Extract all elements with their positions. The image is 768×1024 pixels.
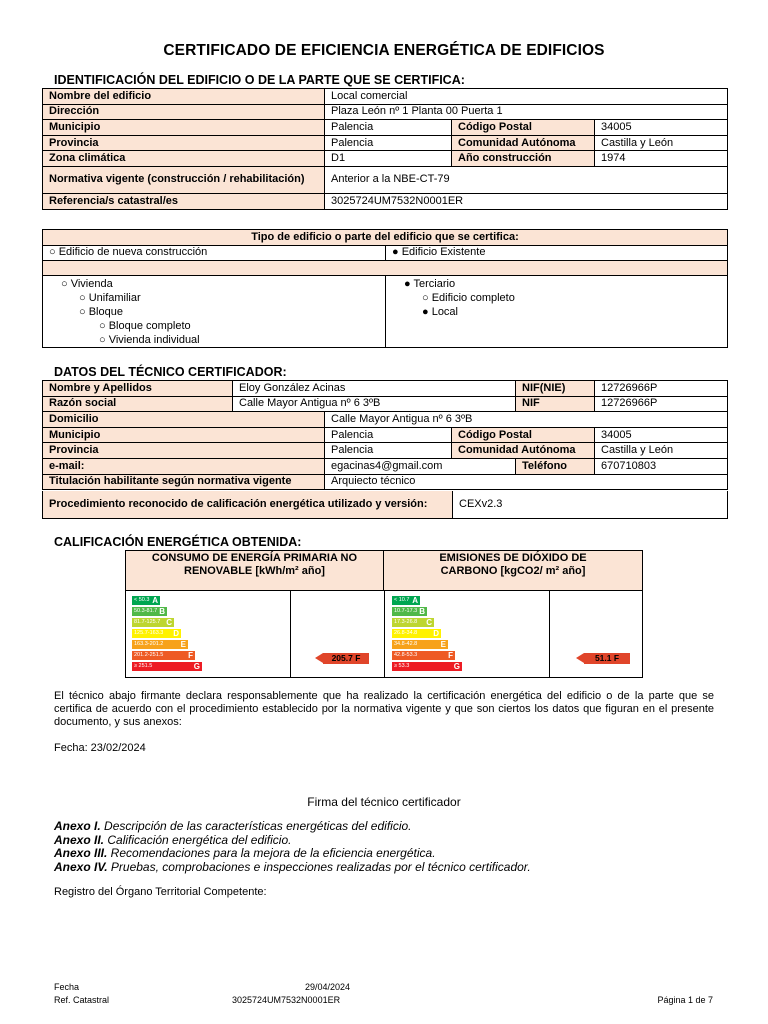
label-normativa: Normativa vigente (construcción / rehabilitación): [43, 166, 325, 193]
calificacion-heading: CALIFICACIÓN ENERGÉTICA OBTENIDA:: [54, 535, 302, 549]
label-nombre-edificio: Nombre del edificio: [43, 89, 325, 105]
label-provincia: Provincia: [43, 135, 325, 151]
emisiones-rating-bar: [392, 618, 434, 627]
terciario-options: [386, 276, 728, 348]
anexo-label: Anexo IV.: [54, 859, 108, 874]
vivienda-options: [43, 276, 386, 348]
consumo-rating-letter: E: [180, 640, 186, 649]
option-terciario: ● Terciario: [404, 278, 456, 291]
emisiones-rating-range: 42.8-53.3: [394, 652, 418, 658]
emisiones-rating-b: [392, 607, 427, 616]
value-provincia: Palencia: [325, 135, 452, 151]
emisiones-header: EMISIONES DE DIÓXIDO DE CARBONO [kgCO2/ m² año]: [384, 551, 642, 591]
anexo-label: Anexo I.: [54, 819, 101, 833]
emisiones-rating-range: ≥ 53.3: [394, 663, 410, 669]
value-municipio-tecnico: Palencia: [325, 427, 452, 443]
emisiones-rating-indicator: 51.1 F: [584, 653, 630, 664]
consumo-rating-letter: D: [173, 629, 179, 638]
label-razon-social: Razón social: [43, 396, 233, 412]
option-local: ● Local: [422, 306, 458, 319]
emisiones-rating-range: 17.3-26.8: [394, 619, 418, 625]
label-nifnie: NIF(NIE): [516, 381, 595, 397]
label-municipio: Municipio: [43, 120, 325, 136]
footer-fecha: 29/04/2024: [305, 982, 351, 992]
emisiones-rating-range: 34.8-42.8: [394, 641, 418, 647]
option-unifamiliar: ○ Unifamiliar: [79, 292, 141, 305]
value-ccaa-tecnico: Castilla y León: [595, 443, 728, 459]
label-email: e-mail:: [43, 458, 325, 474]
tecnico-heading: DATOS DEL TÉCNICO CERTIFICADOR:: [54, 365, 287, 379]
label-comunidad: Comunidad Autónoma: [452, 135, 595, 151]
value-email: egacinas4@gmail.com: [325, 458, 516, 474]
consumo-rating-range: 201.2-251.5: [134, 652, 164, 658]
footer-ref-label: Ref. Catastral: [54, 995, 110, 1005]
label-titulacion: Titulación habilitante según normativa vigente: [43, 474, 325, 490]
option-vivienda: ○ Vivienda: [61, 278, 113, 291]
consumo-header: CONSUMO DE ENERGÍA PRIMARIA NO RENOVABLE [kWh/m² año]: [126, 551, 384, 591]
emisiones-rating-e: [392, 640, 448, 649]
emisiones-rating-letter: G: [453, 662, 460, 671]
value-provincia-tecnico: Palencia: [325, 443, 452, 459]
emisiones-rating-range: 10.7-17.3: [394, 608, 418, 614]
ident-heading: IDENTIFICACIÓN DEL EDIFICIO O DE LA PARTE QUE SE CERTIFICA:: [54, 73, 465, 87]
emisiones-rating-bar: [392, 629, 441, 638]
value-procedimiento: CEXv2.3: [453, 491, 728, 519]
emisiones-rating-letter: A: [412, 596, 418, 605]
emisiones-divider: [549, 591, 550, 677]
emisiones-rating-bar: [392, 662, 462, 671]
consumo-rating-bar: [132, 629, 181, 638]
declaracion-text: El técnico abajo firmante declara responsablemente que ha realizado la certificación energética del edificio o de la parte que se certifica de acuerdo con el procedimiento establecido por la normativa vigente y que son ciertos los datos que figuran en el presente documento, y sus anexos:: [54, 690, 714, 729]
consumo-rating-bar: [132, 640, 188, 649]
option-bloque: ○ Bloque: [79, 306, 123, 319]
value-razon-social: Calle Mayor Antigua nº 6 3ºB: [233, 396, 516, 412]
emisiones-rating-letter: C: [426, 618, 432, 627]
value-anio: 1974: [595, 151, 728, 167]
consumo-rating-range: 81.7-125.7: [134, 619, 161, 625]
consumo-rating-d: [132, 629, 181, 638]
anexo-item: [54, 847, 436, 861]
tipo-heading: Tipo de edificio o parte del edificio que se certifica:: [43, 230, 728, 246]
emisiones-rating-letter: F: [448, 651, 453, 660]
tipo-separator: [43, 261, 728, 276]
consumo-rating-bar: [132, 618, 174, 627]
consumo-rating-indicator: 205.7 F: [323, 653, 369, 664]
option-edificio-existente: ● Edificio Existente: [386, 245, 728, 261]
anexo-item: [54, 861, 531, 875]
option-nueva-construccion: ○ Edificio de nueva construcción: [43, 245, 386, 261]
label-anio: Año construcción: [452, 151, 595, 167]
label-nombre-tecnico: Nombre y Apellidos: [43, 381, 233, 397]
label-ref-catastral: Referencia/s catastral/es: [43, 193, 325, 209]
emisiones-rating-letter: D: [433, 629, 439, 638]
option-edificio-completo: ○ Edificio completo: [422, 292, 515, 305]
label-nif: NIF: [516, 396, 595, 412]
consumo-rating-bar: [132, 662, 202, 671]
consumo-divider: [290, 591, 291, 677]
footer-fecha-label: Fecha: [54, 982, 80, 992]
footer-ref: 3025724UM7532N0001ER: [232, 995, 341, 1005]
value-cp-tecnico: 34005: [595, 427, 728, 443]
consumo-rating-letter: G: [193, 662, 200, 671]
emisiones-rating-letter: E: [440, 640, 446, 649]
consumo-rating-range: 125.7-163.3: [134, 630, 164, 636]
tecnico-table: [42, 380, 728, 490]
procedimiento-table: [42, 491, 728, 519]
value-nifnie: 12726966P: [595, 381, 728, 397]
consumo-rating-letter: C: [166, 618, 172, 627]
label-direccion: Dirección: [43, 104, 325, 120]
firma-label: Firma del técnico certificador: [307, 795, 461, 809]
calificacion-panel: [125, 550, 643, 678]
anexo-item: [54, 820, 412, 834]
value-telefono: 670710803: [595, 458, 728, 474]
emisiones-rating-letter: B: [419, 607, 425, 616]
label-codigo-postal: Código Postal: [452, 120, 595, 136]
option-vivienda-individual: ○ Vivienda individual: [99, 334, 200, 347]
consumo-rating-g: [132, 662, 202, 671]
consumo-rating-e: [132, 640, 188, 649]
consumo-rating-range: ≥ 251.5: [134, 663, 153, 669]
value-domicilio: Calle Mayor Antigua nº 6 3ºB: [325, 412, 728, 428]
tipo-table: [42, 229, 728, 348]
value-normativa: Anterior a la NBE-CT-79: [325, 166, 728, 193]
emisiones-rating-f: [392, 651, 455, 660]
value-comunidad: Castilla y León: [595, 135, 728, 151]
consumo-rating-range: 50.3-81.7: [134, 608, 158, 614]
anexo-label: Anexo II.: [54, 832, 105, 847]
value-nif: 12726966P: [595, 396, 728, 412]
ident-table: [42, 88, 728, 210]
consumo-rating-bar: [132, 607, 167, 616]
label-provincia-tecnico: Provincia: [43, 443, 325, 459]
label-procedimiento: Procedimiento reconocido de calificación energética utilizado y versión:: [43, 491, 453, 519]
value-municipio: Palencia: [325, 120, 452, 136]
fecha-firma: Fecha: 23/02/2024: [54, 742, 146, 754]
label-domicilio: Domicilio: [43, 412, 325, 428]
registro-label: Registro del Órgano Territorial Competente:: [54, 886, 267, 898]
emisiones-rating-c: [392, 618, 434, 627]
consumo-rating-range: < 50.3: [134, 597, 150, 603]
anexo-text: Recomendaciones para la mejora de la eficiencia energética.: [107, 846, 436, 860]
label-ccaa-tecnico: Comunidad Autónoma: [452, 443, 595, 459]
anexo-item: [54, 834, 291, 848]
emisiones-rating-g: [392, 662, 462, 671]
value-ref-catastral: 3025724UM7532N0001ER: [325, 193, 728, 209]
value-direccion: Plaza León nº 1 Planta 00 Puerta 1: [325, 104, 728, 120]
emisiones-rating-d: [392, 629, 441, 638]
emisiones-rating-a: [392, 596, 420, 605]
consumo-rating-letter: F: [188, 651, 193, 660]
label-municipio-tecnico: Municipio: [43, 427, 325, 443]
anexo-text: Pruebas, comprobaciones e inspecciones realizadas por el técnico certificador.: [107, 859, 531, 874]
consumo-rating-f: [132, 651, 195, 660]
consumo-rating-range: 163.3-201.2: [134, 641, 164, 647]
footer-pagina: Página 1 de 7: [657, 995, 713, 1005]
emisiones-rating-bar: [392, 640, 448, 649]
value-nombre-edificio: Local comercial: [325, 89, 728, 105]
value-zona-climatica: D1: [325, 151, 452, 167]
label-telefono: Teléfono: [516, 458, 595, 474]
anexo-text: Descripción de las características energéticas del edificio.: [100, 819, 412, 833]
value-nombre-tecnico: Eloy González Acinas: [233, 381, 516, 397]
emisiones-rating-range: < 10.7: [394, 597, 410, 603]
consumo-rating-b: [132, 607, 167, 616]
option-bloque-completo: ○ Bloque completo: [99, 320, 191, 333]
consumo-rating-a: [132, 596, 160, 605]
consumo-rating-letter: B: [159, 607, 165, 616]
value-titulacion: Arquiecto técnico: [325, 474, 728, 490]
label-zona-climatica: Zona climática: [43, 151, 325, 167]
emisiones-rating-range: 26.8-34.8: [394, 630, 418, 636]
consumo-rating-letter: A: [152, 596, 158, 605]
anexo-text: Calificación energética del edificio.: [104, 832, 292, 847]
emisiones-rating-bar: [392, 596, 420, 605]
consumo-rating-bar: [132, 596, 160, 605]
document-title: CERTIFICADO DE EFICIENCIA ENERGÉTICA DE EDIFICIOS: [163, 42, 605, 59]
anexo-label: Anexo III.: [54, 846, 108, 860]
emisiones-rating-bar: [392, 651, 455, 660]
emisiones-rating-bar: [392, 607, 427, 616]
center-divider: [384, 591, 385, 677]
consumo-rating-bar: [132, 651, 195, 660]
value-codigo-postal: 34005: [595, 120, 728, 136]
consumo-rating-c: [132, 618, 174, 627]
label-cp-tecnico: Código Postal: [452, 427, 595, 443]
